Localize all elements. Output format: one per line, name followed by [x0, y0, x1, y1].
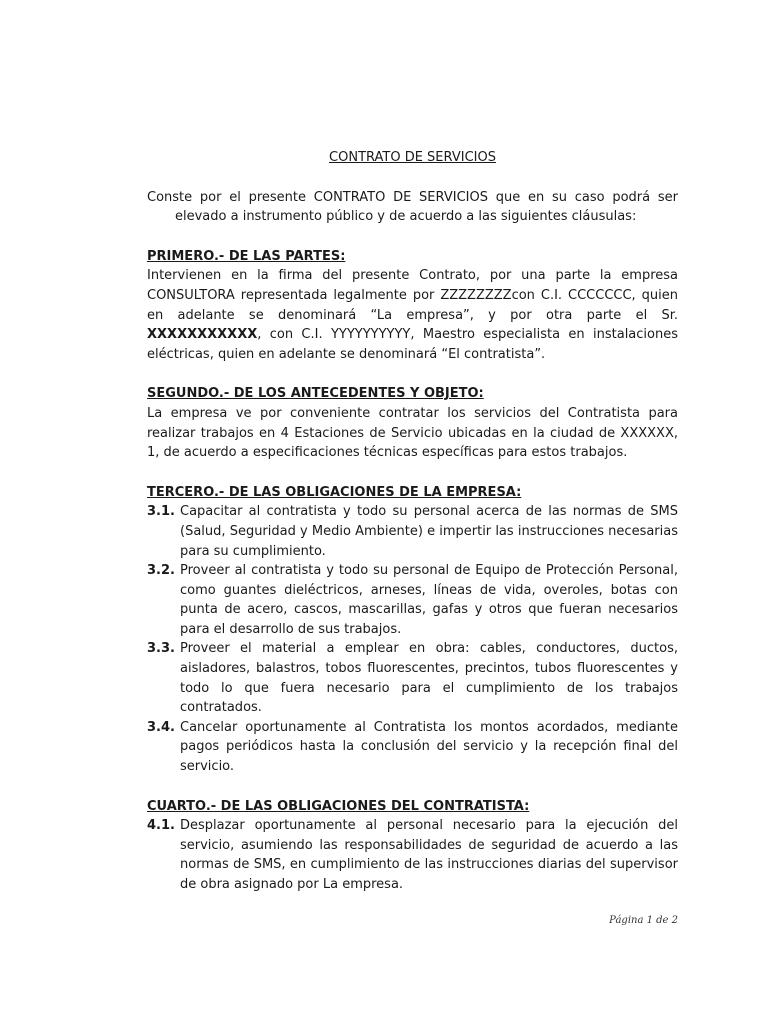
intro-paragraph: Conste por el presente CONTRATO DE SERVICIOS que en su caso podrá ser elevado a instrumento público y de acuerdo a las siguientes cláusulas: [147, 189, 678, 225]
page-number-footer: Página 1 de 2 [609, 915, 678, 926]
clause-text: Proveer el material a emplear en obra: cables, conductores, ductos, aisladores, balastros, tobos fluorescentes, precintos, tubos fluorescentes y todo lo que fuera necesario para el cumplimiento de los trabajos contratados. [180, 641, 678, 716]
document-title: CONTRATO DE SERVICIOS [329, 150, 496, 165]
section-text-segundo: La empresa ve por conveniente contratar los servicios del Contratista para realizar trabajos en 4 Estaciones de Servicio ubicadas en la ciudad de XXXXXX, 1, de acuerdo a especificaciones técnicas específicas para estos trabajos. [147, 405, 678, 461]
clause-item [147, 639, 678, 717]
clause-list-tercero [147, 502, 678, 776]
section-heading-segundo: SEGUNDO.- DE LOS ANTECEDENTES Y OBJETO: [147, 386, 484, 402]
section-cuarto [147, 797, 678, 895]
section-tercero [147, 483, 678, 777]
clause-list-cuarto [147, 816, 678, 894]
clause-text: Cancelar oportunamente al Contratista los montos acordados, mediante pagos periódicos hasta la conclusión del servicio y la recepción final del servicio. [180, 719, 678, 775]
clause-item [147, 561, 678, 639]
clause-number: 3.4. [147, 719, 175, 735]
clause-item [147, 718, 678, 777]
section-heading-tercero [147, 483, 678, 503]
section-heading-primero: PRIMERO.- DE LAS PARTES: [147, 248, 346, 264]
document-body [147, 148, 678, 915]
primero-text-part-2: , con C.I. YYYYYYYYYY, Maestro especialista en instalaciones eléctricas, quien en adelante se denominará “El contratista”. [147, 327, 678, 362]
clause-text: Capacitar al contratista y todo su personal acerca de las normas de SMS (Salud, Seguridad y Medio Ambiente) e impertir las instrucciones necesarias para su cumplimiento. [180, 504, 678, 559]
heading-tercero-colon: : [516, 484, 522, 500]
section-text-primero [147, 266, 678, 364]
contractor-name: XXXXXXXXXXX [147, 327, 258, 343]
clause-number: 4.1. [147, 818, 175, 834]
primero-text-part-1: Intervienen en la firma del presente Contrato, por una parte la empresa CONSULTORA representada legalmente por ZZZZZZZZcon C.I. CCCCCCC, quien en adelante se denominará “La empresa”, y por otra parte el Sr. [147, 268, 678, 323]
section-segundo [147, 384, 678, 462]
clause-item [147, 816, 678, 894]
clause-number: 3.2. [147, 563, 175, 579]
heading-tercero-text: TERCERO.- DE LAS OBLIGACIONES DE LA EMPRESA [147, 484, 517, 500]
clause-number: 3.3. [147, 641, 175, 657]
clause-number: 3.1. [147, 504, 175, 520]
clause-item [147, 502, 678, 561]
section-heading-cuarto: CUARTO.- DE LAS OBLIGACIONES DEL CONTRATISTA: [147, 798, 530, 814]
clause-text: Proveer al contratista y todo su personal de Equipo de Protección Personal, como guantes dieléctricos, arneses, líneas de vida, overoles, botas con punta de acero, cascos, mascarillas, gafas y otros que fueran necesarios para el desarrollo de sus trabajos. [180, 563, 678, 637]
section-primero [147, 247, 678, 365]
clause-text: Desplazar oportunamente al personal necesario para la ejecución del servicio, asumiendo las responsabilidades de seguridad de acuerdo a las normas de SMS, en cumplimiento de las instrucciones diarias del supervisor de obra asignado por La empresa. [180, 818, 678, 892]
